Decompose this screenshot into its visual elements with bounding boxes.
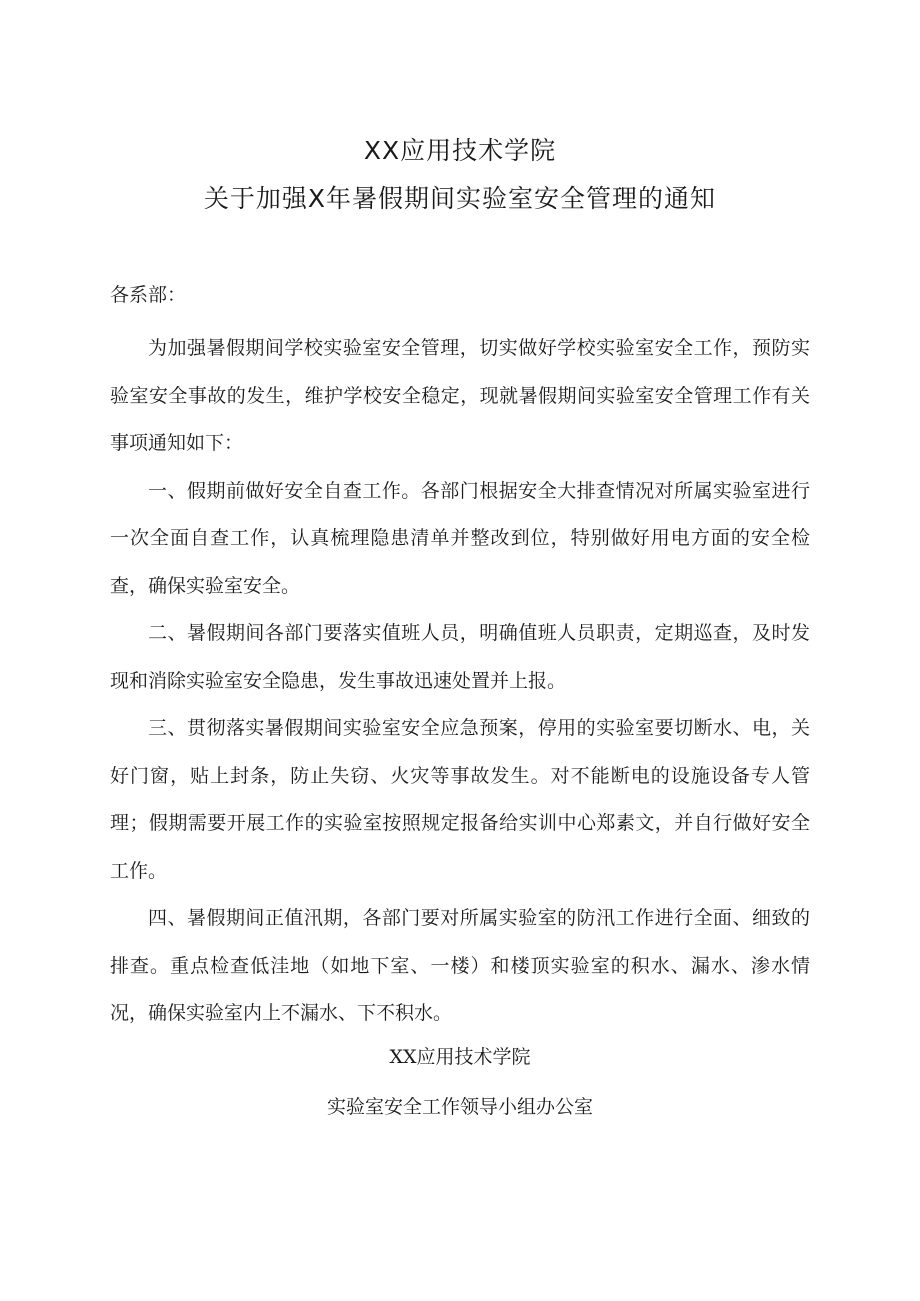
paragraph-item-1: 一、假期前做好安全自查工作。各部门根据安全大排查情况对所属实验室进行一次全面自查工作，认真梳理隐患清单并整改到位，特别做好用电方面的安全检查，确保实验室安全。 — [110, 479, 810, 597]
signature-organization: XX应用技术学院 — [389, 1046, 531, 1068]
paragraph-item-3: 三、贯彻落实暑假期间实验室安全应急预案，停用的实验室要切断水、电，关好门窗，贴上封条，防止失窃、火灾等事故发生。对不能断电的设施设备专人管理；假期需要开展工作的实验室按照规定报备给实训中心郑素文，并自行做好安全工作。 — [110, 717, 810, 882]
paragraph-item-4: 四、暑假期间正值汛期，各部门要对所属实验室的防汛工作进行全面、细致的排查。重点检查低洼地（如地下室、一楼）和楼顶实验室的积水、漏水、渗水情况，确保实验室内上不漏水、下不积水。 — [110, 907, 810, 1024]
salutation: 各系部： — [110, 284, 187, 306]
paragraph-item-2: 二、暑假期间各部门要落实值班人员，明确值班人员职责，定期巡查，及时发现和消除实验室安全隐患，发生事故迅速处置并上报。 — [110, 622, 810, 692]
document-body — [110, 325, 810, 1038]
signature-office: 实验室安全工作领导小组办公室 — [326, 1096, 593, 1118]
paragraph-intro: 为加强暑假期间学校实验室安全管理，切实做好学校实验室安全工作，预防实验室安全事故的发生，维护学校安全稳定，现就暑假期间实验室安全管理工作有关事项通知如下： — [110, 337, 810, 454]
document-title-notice: 关于加强X年暑假期间实验室安全管理的通知 — [203, 184, 717, 213]
document-title-institution: XX应用技术学院 — [363, 136, 557, 165]
